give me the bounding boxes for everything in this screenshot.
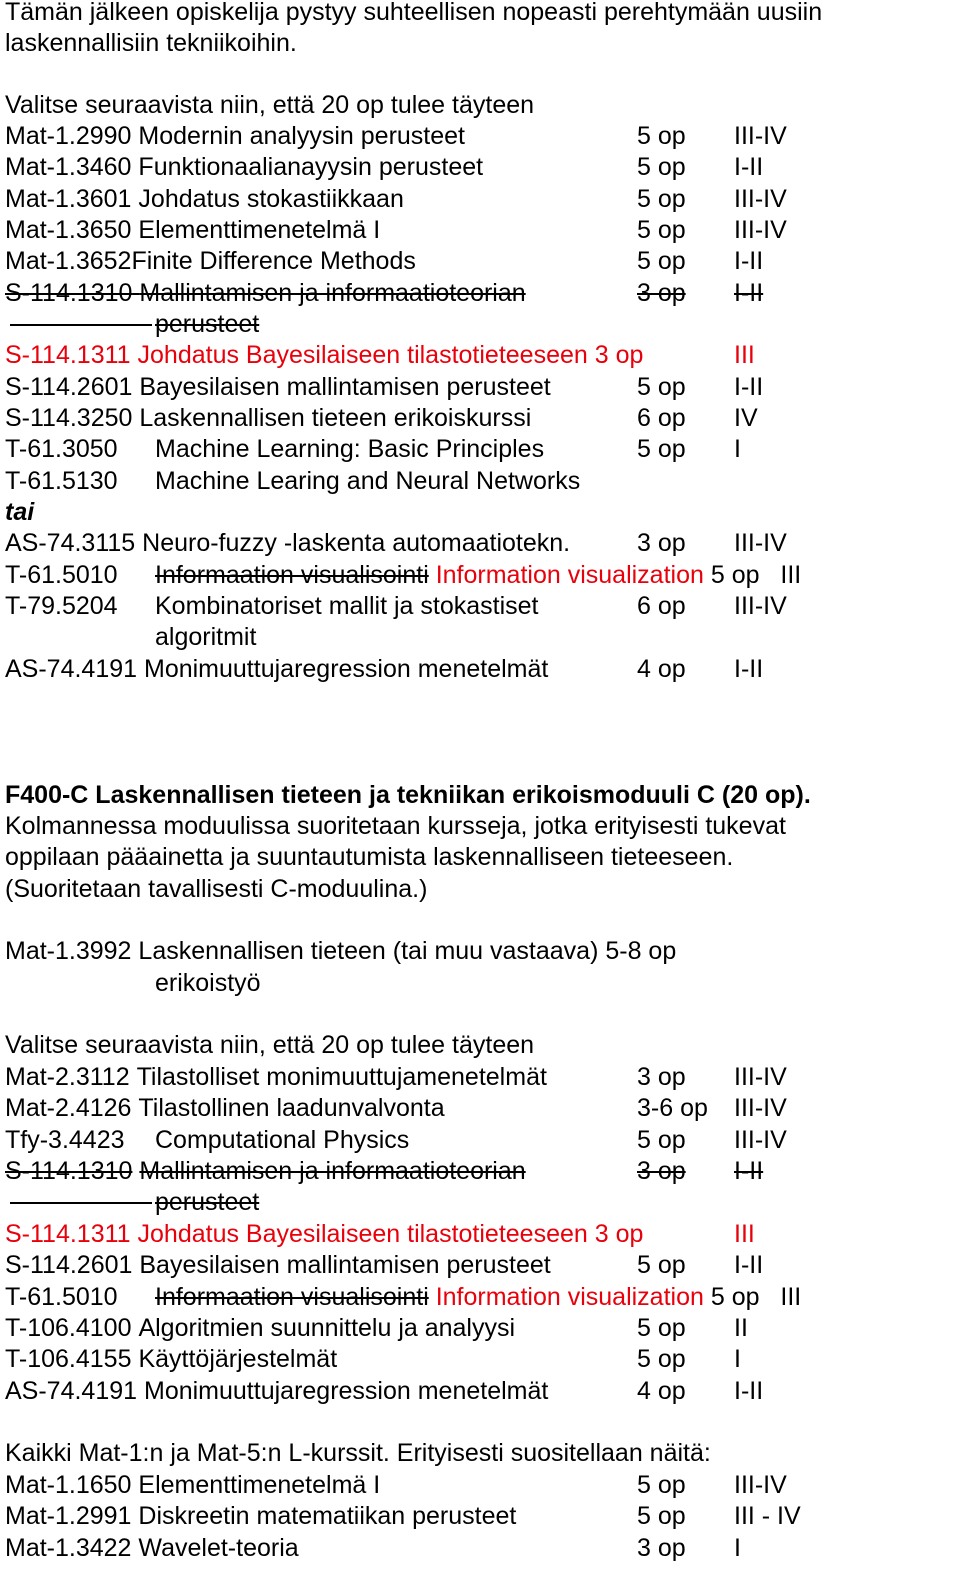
course-row [5, 434, 955, 465]
course-code: T-79.5204 [5, 592, 118, 620]
strike-rule [10, 324, 152, 326]
course-term: III - IV [734, 1502, 801, 1530]
course-name: Diskreetin matematiikan perusteet [138, 1502, 517, 1530]
module-c-description-line-3: (Suoritetaan tavallisesti C-moduulina.) [5, 875, 428, 903]
course-name: Tilastollinen laadunvalvonta [138, 1094, 445, 1122]
course-row [5, 1533, 955, 1564]
course-row-renamed [5, 1282, 955, 1313]
course-credits: 5 op [637, 153, 686, 181]
module-c-description-line-2: oppilaan pääainetta ja suuntautumista laskennalliseen tieteeseen. [5, 843, 734, 871]
course-entry: AS-74.4191 Monimuuttujaregression menetelmät [5, 1377, 549, 1405]
course-term: III-IV [734, 216, 787, 244]
course-term: III [734, 1220, 755, 1248]
course-row-struck-continuation [5, 1187, 955, 1218]
course-code: Mat-2.4126 [5, 1094, 132, 1122]
course-name: Funktionaalianayysin perusteet [138, 153, 484, 181]
course-credits: 5 op [637, 1471, 686, 1499]
course-term: I-II [734, 373, 764, 401]
course-row-struck-continuation [5, 309, 955, 340]
course-code: Mat-2.3112 [5, 1063, 130, 1091]
course-term: I [734, 435, 741, 463]
course-row-struck [5, 1156, 955, 1187]
course-entry: AS-74.3115 Neuro-fuzzy -laskenta automaatiotekn. [5, 529, 571, 557]
course-name: Elementtimenetelmä I [138, 216, 381, 244]
course-term: III-IV [734, 1126, 787, 1154]
course-row [5, 403, 955, 434]
course-credits: 5 op [637, 1314, 686, 1342]
course-term: I-II [734, 1251, 764, 1279]
course-code: T-61.5130 [5, 467, 118, 495]
course-code: Mat-1.3650 [5, 216, 132, 244]
course-name: Finite Difference Methods [131, 247, 416, 275]
course-row [5, 1501, 955, 1532]
course-code: Mat-1.1650 [5, 1471, 132, 1499]
course-name: Tilastolliset monimuuttujamenetelmät [136, 1063, 547, 1091]
alternative-label: tai [5, 498, 35, 526]
course-name: Algoritmien suunnittelu ja analyysi [138, 1314, 516, 1342]
course-term: III-IV [734, 1471, 787, 1499]
course-name-group [155, 560, 801, 591]
course-name: Käyttöjärjestelmät [138, 1345, 338, 1373]
course-term: III [734, 341, 755, 369]
course-term: I [734, 1345, 741, 1373]
course-term: III [780, 561, 802, 589]
course-code: T-106.4100 [5, 1314, 132, 1342]
course-credits: 5 op [637, 185, 686, 213]
thesis-row-continuation [5, 968, 955, 999]
course-name-continued: algoritmit [155, 623, 257, 651]
course-name: Wavelet-teoria [138, 1534, 299, 1562]
course-name: Laskennallisen tieteen (tai muu vastaava) 5-8 op [138, 937, 677, 965]
course-code: Mat-1.3601 [5, 185, 132, 213]
course-row [5, 1376, 955, 1407]
course-credits: 4 op [637, 1377, 686, 1405]
course-code: Tfy-3.4423 [5, 1126, 125, 1154]
course-term: III-IV [734, 122, 787, 150]
l-courses-note: Kaikki Mat-1:n ja Mat-5:n L-kurssit. Erityisesti suositellaan näitä: [5, 1439, 711, 1467]
course-code: T-61.5010 [5, 1283, 118, 1311]
course-term: III [780, 1283, 802, 1311]
course-code: S-114.2601 [5, 1251, 133, 1279]
course-credits: 3 op [637, 1063, 686, 1091]
course-credits: 3 op [637, 1157, 686, 1185]
course-row [5, 215, 955, 246]
course-row-added [5, 340, 955, 371]
course-name-group [155, 1282, 801, 1313]
course-name: Elementtimenetelmä I [138, 1471, 381, 1499]
course-credits: 5 op [637, 216, 686, 244]
course-row [5, 591, 955, 622]
course-credits: 5 op [637, 1345, 686, 1373]
strike-rule [10, 1202, 152, 1204]
course-name: Computational Physics [155, 1126, 410, 1154]
course-code: Mat-1.3460 [5, 153, 132, 181]
course-credits: 5 op [637, 1502, 686, 1530]
course-row [5, 1093, 955, 1124]
course-term: I-II [734, 1157, 764, 1185]
course-row-struck [5, 278, 955, 309]
course-code: Mat-1.2990 [5, 122, 132, 150]
course-entry: S-114.1311 Johdatus Bayesilaiseen tilastotieteeseen 3 op [5, 341, 644, 369]
course-code: Mat-1.3992 [5, 937, 132, 965]
course-credits: 4 op [637, 655, 686, 683]
course-row-added [5, 1219, 955, 1250]
course-name-continued: erikoistyö [155, 969, 261, 997]
course-credits: 3 op [637, 279, 686, 307]
course-new-name: Information visualization [435, 1283, 704, 1311]
course-row-continuation [5, 622, 955, 653]
course-row [5, 246, 955, 277]
course-credits: 5 op [710, 1283, 760, 1311]
course-row [5, 1344, 955, 1375]
course-name: Kombinatoriset mallit ja stokastiset [155, 592, 539, 620]
course-term: I-II [734, 153, 764, 181]
course-row [5, 466, 955, 497]
course-term: III-IV [734, 1094, 787, 1122]
course-row [5, 1250, 955, 1281]
course-code: S-114.1310 [5, 1157, 133, 1185]
course-name: Bayesilaisen mallintamisen perusteet [139, 373, 551, 401]
course-row [5, 654, 955, 685]
course-term: I-II [734, 655, 764, 683]
course-term: IV [734, 404, 758, 432]
course-term: III-IV [734, 185, 787, 213]
course-name: Johdatus stokastiikkaan [138, 185, 404, 213]
course-term: II [734, 1314, 748, 1342]
course-code: Mat-1.3422 [5, 1534, 132, 1562]
module-c-choose-instruction: Valitse seuraavista niin, että 20 op tulee täyteen [5, 1031, 535, 1059]
course-row [5, 1062, 955, 1093]
course-old-name: Informaation visualisointi [155, 1283, 429, 1311]
course-term: III-IV [734, 1063, 787, 1091]
course-credits: 3 op [637, 1534, 686, 1562]
course-row [5, 528, 955, 559]
course-name: Laskennallisen tieteen erikoiskurssi [139, 404, 532, 432]
course-name-continued: perusteet [155, 310, 260, 338]
course-row [5, 152, 955, 183]
course-term: I [734, 1534, 741, 1562]
course-code: Mat-1.2991 [5, 1502, 132, 1530]
thesis-row [5, 936, 955, 967]
course-credits: 5 op [637, 1126, 686, 1154]
course-row [5, 372, 955, 403]
course-term: I-II [734, 279, 764, 307]
course-new-name: Information visualization [435, 561, 704, 589]
course-code: S-114.1310 [5, 279, 133, 307]
course-term: I-II [734, 1377, 764, 1405]
course-name: Machine Learing and Neural Networks [155, 467, 581, 495]
course-name: Modernin analyysin perusteet [138, 122, 465, 150]
course-term: III-IV [734, 529, 787, 557]
course-credits: 5 op [637, 435, 686, 463]
course-name-continued: perusteet [155, 1188, 260, 1216]
course-credits: 3-6 op [637, 1094, 708, 1122]
course-credits: 6 op [637, 592, 686, 620]
course-credits: 5 op [637, 373, 686, 401]
module-c-heading: F400-C Laskennallisen tieteen ja tekniikan erikoismoduuli C (20 op). [5, 781, 811, 809]
course-credits: 5 op [710, 561, 760, 589]
course-code: S-114.3250 [5, 404, 133, 432]
course-row-renamed [5, 560, 955, 591]
course-name: Mallintamisen ja informaatioteorian [139, 279, 526, 307]
module-b-choose-instruction: Valitse seuraavista niin, että 20 op tulee täyteen [5, 91, 535, 119]
intro-line-1: Tämän jälkeen opiskelija pystyy suhteellisen nopeasti perehtymään uusiin [5, 0, 823, 26]
course-code: T-106.4155 [5, 1345, 132, 1373]
course-row [5, 184, 955, 215]
course-credits: 6 op [637, 404, 686, 432]
course-row [5, 1470, 955, 1501]
course-row [5, 1125, 955, 1156]
module-c-description-line-1: Kolmannessa moduulissa suoritetaan kursseja, jotka erityisesti tukevat [5, 812, 786, 840]
course-term: I-II [734, 247, 764, 275]
course-credits: 5 op [637, 122, 686, 150]
course-credits: 5 op [637, 247, 686, 275]
course-old-name: Informaation visualisointi [155, 561, 429, 589]
course-row [5, 121, 955, 152]
intro-line-2: laskennallisiin tekniikoihin. [5, 29, 297, 57]
course-credits: 5 op [637, 1251, 686, 1279]
course-term: III-IV [734, 592, 787, 620]
course-code: Mat-1.3652 [5, 247, 132, 275]
course-code: T-61.3050 [5, 435, 118, 463]
course-name: Mallintamisen ja informaatioteorian [139, 1157, 526, 1185]
course-code: T-61.5010 [5, 561, 118, 589]
course-name: Bayesilaisen mallintamisen perusteet [139, 1251, 551, 1279]
course-credits: 3 op [637, 529, 686, 557]
course-row [5, 1313, 955, 1344]
course-entry: S-114.1311 Johdatus Bayesilaiseen tilastotieteeseen 3 op [5, 1220, 644, 1248]
course-code: S-114.2601 [5, 373, 133, 401]
course-entry: AS-74.4191 Monimuuttujaregression menetelmät [5, 655, 549, 683]
course-name: Machine Learning: Basic Principles [155, 435, 545, 463]
